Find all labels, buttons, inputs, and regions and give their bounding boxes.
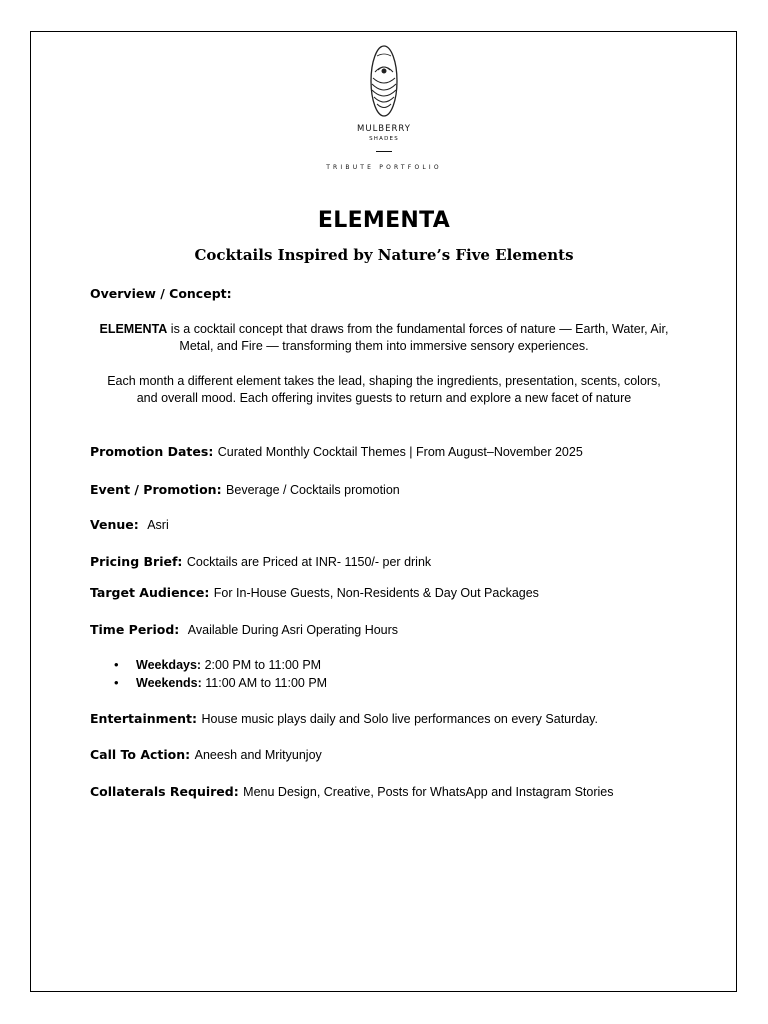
field-label: Call To Action:	[90, 747, 191, 762]
field-label: Collaterals Required:	[90, 784, 239, 799]
overview-text: and overall mood. Each offering invites guests to return and explore a new facet of nature	[136, 391, 632, 405]
overview-text: Metal, and Fire — transforming them into immersive sensory experiences.	[179, 339, 589, 353]
page-border	[30, 31, 737, 992]
call-to-action-row	[90, 746, 322, 764]
field-value: For In-House Guests, Non-Residents & Day Out Packages	[213, 586, 539, 600]
schedule-day: Weekdays:	[136, 658, 202, 672]
field-value: Beverage / Cocktails promotion	[226, 483, 400, 497]
list-item	[108, 656, 327, 674]
schedule-hours: 2:00 PM to 11:00 PM	[204, 658, 322, 672]
brand-logo	[0, 44, 768, 171]
document-title: ELEMENTA	[317, 208, 451, 233]
field-label: Promotion Dates:	[90, 444, 214, 459]
document-subtitle: Cocktails Inspired by Nature’s Five Elements	[194, 246, 574, 264]
overview-paragraph-2	[90, 373, 678, 407]
field-label: Venue:	[90, 517, 139, 532]
entertainment-row	[90, 710, 598, 728]
field-value: Aneesh and Mrityunjoy	[194, 748, 322, 762]
field-value: Asri	[147, 518, 169, 532]
overview-text: Each month a different element takes the lead, shaping the ingredients, presentation, scents, colors,	[107, 374, 661, 388]
schedule-hours: 11:00 AM to 11:00 PM	[205, 676, 328, 690]
overview-heading: Overview / Concept:	[90, 286, 232, 301]
field-value: Curated Monthly Cocktail Themes | From August–November 2025	[217, 445, 583, 459]
brand-divider	[376, 151, 392, 152]
field-label: Pricing Brief:	[90, 554, 183, 569]
brand-tagline: TRIBUTE PORTFOLIO	[326, 164, 442, 171]
schedule-list	[108, 656, 327, 692]
schedule-day: Weekends:	[136, 676, 202, 690]
promotion-dates-row	[90, 443, 583, 461]
mulberry-emblem-icon	[369, 44, 399, 118]
brand-subname: SHADES	[369, 136, 399, 142]
concept-name: ELEMENTA	[99, 322, 168, 336]
field-label: Entertainment:	[90, 711, 198, 726]
brand-name: MULBERRY	[357, 124, 411, 134]
field-value: Menu Design, Creative, Posts for WhatsApp and Instagram Stories	[243, 785, 614, 799]
overview-text: is a cocktail concept that draws from the fundamental forces of nature — Earth, Water, Air,	[167, 322, 669, 336]
overview-paragraph-1	[90, 321, 678, 355]
time-period-row	[90, 621, 398, 639]
collaterals-row	[90, 783, 613, 801]
field-value: Available During Asri Operating Hours	[187, 623, 399, 637]
pricing-row	[90, 553, 431, 571]
list-item	[108, 674, 327, 692]
field-label: Time Period:	[90, 622, 180, 637]
field-label: Event / Promotion:	[90, 482, 222, 497]
venue-row	[90, 516, 169, 534]
event-promotion-row	[90, 481, 400, 499]
field-label: Target Audience:	[90, 585, 210, 600]
field-value: Cocktails are Priced at INR- 1150/- per drink	[186, 555, 432, 569]
target-audience-row	[90, 584, 539, 602]
field-value: House music plays daily and Solo live performances on every Saturday.	[201, 712, 598, 726]
